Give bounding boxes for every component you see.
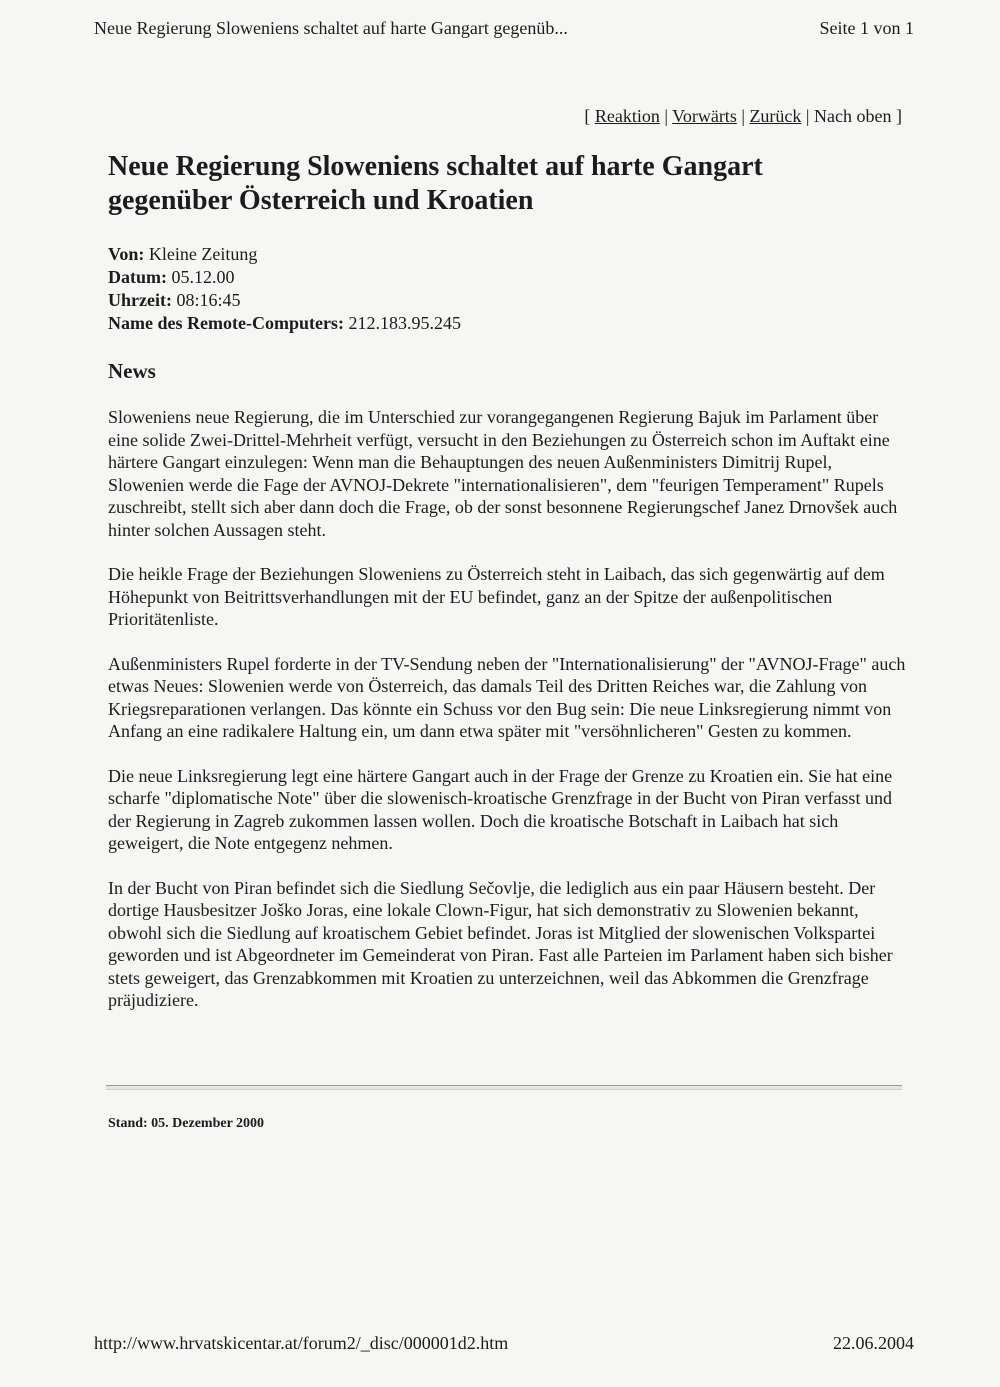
paragraph: In der Bucht von Piran befindet sich die Siedlung Sečovlje, die lediglich aus ein paar Häusern besteht. Der dortige Hausbesitzer Joško Joras, eine lokale Clown-Figur, hat sich demonstrativ zu Slowenien bekannt, obwohl sich die Siedlung auf kroatischem Gebiet befindet. Joras ist Mitglied der slowenischen Volkspartei geworden und ist Abgeordneter im Gemeinderat von Piran. Fast alle Parteien im Parlament haben sich bisher stets geweigert, das Grenzabkommen mit Kroatien zu unterzeichnen, weil das Abkommen die Grenzfrage präjudiziere. (108, 877, 893, 1010)
meta-datum-label: Datum: (108, 267, 167, 287)
print-header-title: Neue Regierung Sloweniens schaltet auf harte Gangart gegenüb... (94, 18, 568, 38)
nav-separator: | (805, 106, 810, 126)
meta-von-value: Kleine Zeitung (148, 244, 258, 264)
nav-separator: | (664, 106, 668, 126)
print-footer-url: http://www.hrvatskicentar.at/forum2/_disc/000001d2.htm (94, 1333, 509, 1353)
print-header-page: Seite 1 von 1 (819, 18, 914, 38)
meta-remote-label: Name des Remote-Computers: (108, 313, 344, 333)
paragraph: Sloweniens neue Regierung, die im Unterschied zur vorangegangenen Regierung Bajuk im Parlament über eine solide Zwei-Drittel-Mehrheit verfügt, versucht in den Beziehungen zu Österreich schon im Auftakt eine härtere Gangart einzulegen: Wenn man die Behauptungen des neuen Außenministers Dimitrij Rupel, Slowenien werde die Fage der AVNOJ-Dekrete "internationalisieren", dem "feurigen Temperament" Rupels zuschreibt, stellt sich aber dann doch die Frage, ob der sonst besonnene Regierungschef Janez Drnovšek auch hinter solchen Aussagen steht. (108, 407, 898, 540)
section-heading: News (108, 359, 156, 383)
meta-von (108, 243, 461, 266)
article-meta (108, 243, 461, 335)
nav-link-reaktion[interactable]: Reaktion (594, 106, 660, 126)
meta-uhrzeit-label: Uhrzeit: (108, 290, 172, 310)
stand-date: Stand: 05. Dezember 2000 (108, 1116, 265, 1131)
article-body (108, 406, 908, 1034)
nav-close-bracket: ] (896, 106, 902, 126)
paragraph: Die heikle Frage der Beziehungen Sloweniens zu Österreich steht in Laibach, das sich gegenwärtig auf dem Höhepunkt von Beitrittsverhandlungen mit der EU befindet, ganz an der Spitze der außenpolitischen Prioritätenliste. (108, 564, 885, 629)
meta-von-label: Von: (108, 244, 145, 264)
print-footer-date: 22.06.2004 (833, 1333, 914, 1353)
meta-remote (108, 312, 461, 335)
article-title: Neue Regierung Sloweniens schaltet auf harte Gangart gegenüber Österreich und Kroatien (108, 151, 763, 216)
nav-item-nach-oben: Nach oben (814, 106, 892, 126)
horizontal-divider (106, 1085, 902, 1090)
paragraph: Die neue Linksregierung legt eine härtere Gangart auch in der Frage der Grenze zu Kroatien ein. Sie hat eine scharfe "diplomatische Note" über die slowenisch-kroatische Grenzfrage in der Bucht von Piran verfasst und der Regierung in Zagreb zukommen lassen wollen. Doch die kroatische Botschaft in Laibach hat sich geweigert, die Note entgegenz nehmen. (108, 765, 893, 853)
nav-separator: | (741, 106, 745, 126)
nav-open-bracket: [ (584, 106, 591, 126)
meta-uhrzeit (108, 289, 461, 312)
meta-datum-value: 05.12.00 (171, 267, 235, 287)
meta-remote-value: 212.183.95.245 (348, 313, 461, 333)
paragraph: Außenministers Rupel forderte in der TV-Sendung neben der "Internationalisierung" der "AVNOJ-Frage" auch etwas Neues: Slowenien werde von Österreich, das damals Teil des Dritten Reiches war, die Zahlung von Kriegsreparationen verlangen. Das könnte ein Schuss vor den Bug sein: Die neue Linksregierung nimmt von Anfang an eine radikalere Haltung ein, um dann etwa später mit "versöhnlicheren" Gesten zu kommen. (108, 653, 906, 741)
meta-uhrzeit-value: 08:16:45 (176, 290, 241, 310)
forum-navigation (584, 106, 902, 127)
nav-link-vorwaerts[interactable]: Vorwärts (672, 106, 737, 126)
meta-datum (108, 266, 461, 289)
nav-link-zurueck[interactable]: Zurück (749, 106, 802, 126)
